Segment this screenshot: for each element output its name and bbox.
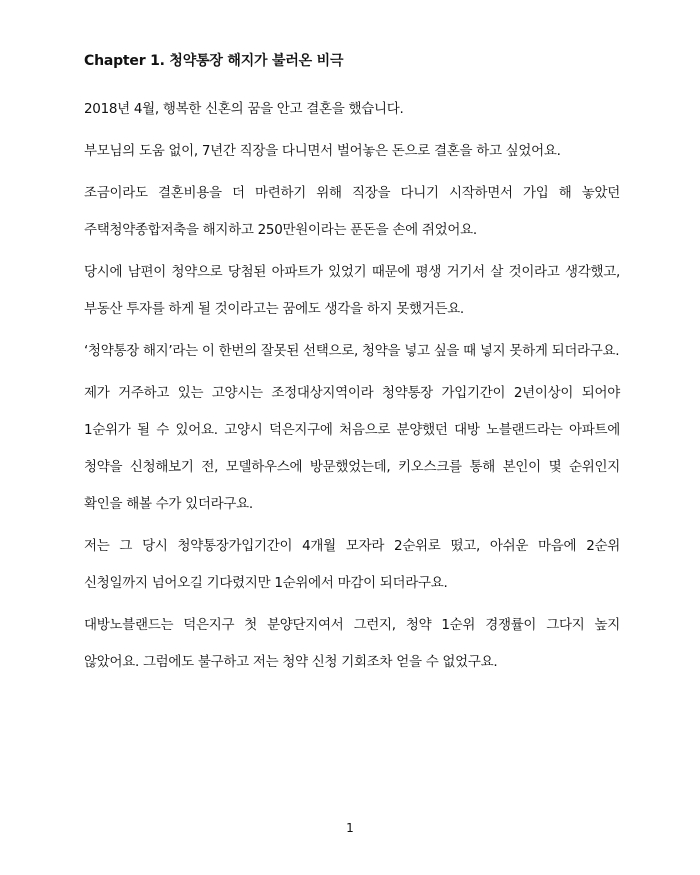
- paragraph-5: ‘청약통장 해지’라는 이 한번의 잘못된 선택으로, 청약을 넣고 싶을 때 넣지 못하게 되더라구요.: [84, 343, 620, 359]
- paragraph-3: 조금이라도 결혼비용을 더 마련하기 위해 직장을 다니기 시작하면서 가입 해 놓았던 주택청약종합저축을 해지하고 250만원이라는 푼돈을 손에 쥐었어요.: [84, 185, 620, 238]
- page-number: 1: [346, 821, 354, 835]
- paragraph-2: 부모님의 도움 없이, 7년간 직장을 다니면서 벌어놓은 돈으로 결혼을 하고 싶었어요.: [84, 143, 561, 159]
- document-page: [84, 50, 620, 686]
- paragraph-6: 제가 거주하고 있는 고양시는 조정대상지역이라 청약통장 가입기간이 2년이상이 되어야 1순위가 될 수 있어요. 고양시 덕은지구에 처음으로 분양했던 대방 노블랜드라는 아파트에 청약을 신청해보기 전, 모델하우스에 방문했었는데, 키오스크를 통해 본인이 몇 순위인지 확인을 해볼 수가 있더라구요.: [84, 385, 620, 512]
- paragraph-8: 대방노블랜드는 덕은지구 첫 분양단지여서 그런지, 청약 1순위 경쟁률이 그다지 높지 않았어요. 그럼에도 불구하고 저는 청약 신청 기회조차 얻을 수 없었구요.: [84, 617, 620, 670]
- paragraph-7: 저는 그 당시 청약통장가입기간이 4개월 모자라 2순위로 떴고, 아쉬운 마음에 2순위 신청일까지 넘어오길 기다렸지만 1순위에서 마감이 되더라구요.: [84, 538, 620, 591]
- chapter-title: Chapter 1. 청약통장 해지가 불러온 비극: [84, 53, 344, 69]
- paragraph-1: 2018년 4월, 행복한 신혼의 꿈을 안고 결혼을 했습니다.: [84, 101, 404, 117]
- paragraph-4: 당시에 남편이 청약으로 당첨된 아파트가 있었기 때문에 평생 거기서 살 것이라고 생각했고, 부동산 투자를 하게 될 것이라고는 꿈에도 생각을 하지 못했거든요.: [84, 264, 620, 317]
